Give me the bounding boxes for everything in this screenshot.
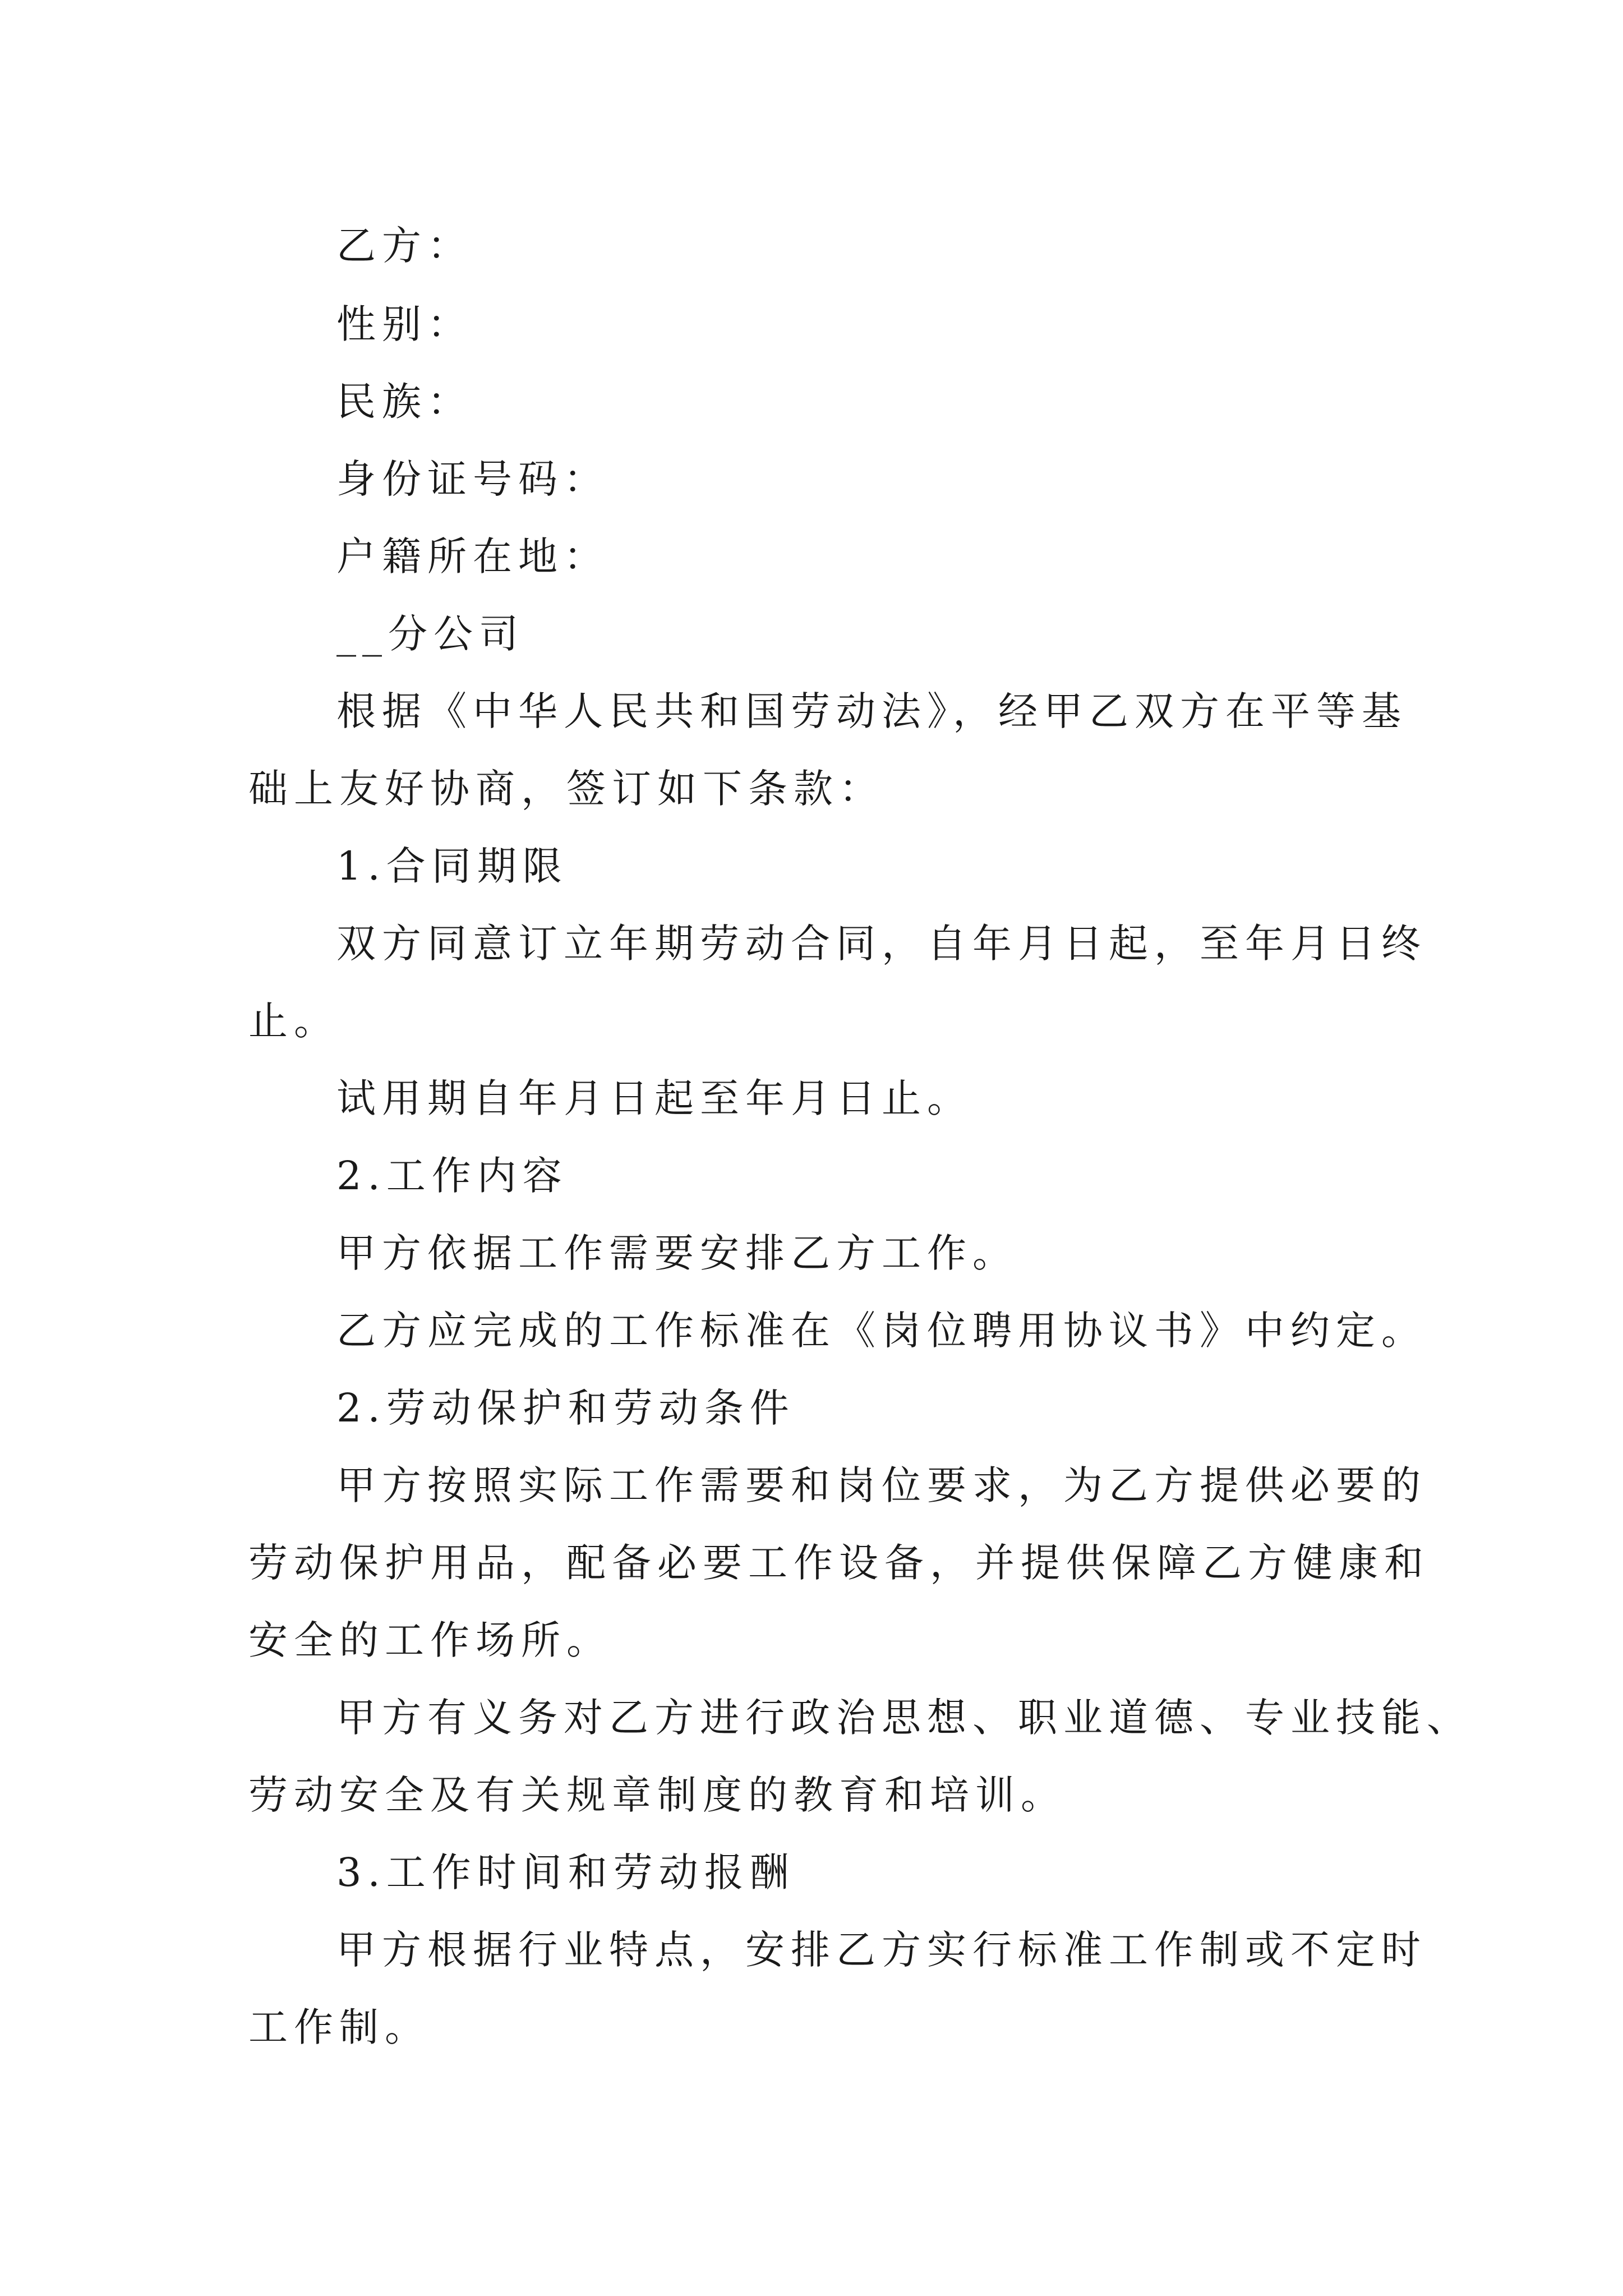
gender-label: 性别： xyxy=(336,301,473,347)
job-content-line-1: 甲方依据工作需要安排乙方工作。 xyxy=(336,1230,1018,1276)
contract-term-line-1: 双方同意订立年期劳动合同，自年月日起，至年月日终 xyxy=(336,921,1427,967)
ethnicity-label: 民族： xyxy=(336,379,473,425)
probation-period-line: 试用期自年月日起至年月日止。 xyxy=(336,1075,972,1121)
labor-protection-line-1: 甲方按照实际工作需要和岗位要求，为乙方提供必要的 xyxy=(336,1462,1427,1508)
training-line-1: 甲方有义务对乙方进行政治思想、职业道德、专业技能、 xyxy=(336,1695,1472,1741)
party-b-label: 乙方： xyxy=(336,223,473,269)
labor-protection-line-3: 安全的工作场所。 xyxy=(248,1617,612,1663)
section-heading-job-content: 2.工作内容 xyxy=(336,1153,568,1199)
labor-protection-line-2: 劳动保护用品，配备必要工作设备，并提供保障乙方健康和 xyxy=(248,1540,1430,1586)
preamble-line-2: 础上友好协商，签订如下条款： xyxy=(248,766,884,812)
working-hours-line-1: 甲方根据行业特点，安排乙方实行标准工作制或不定时 xyxy=(336,1927,1427,1973)
job-content-line-2: 乙方应完成的工作标准在《岗位聘用协议书》中约定。 xyxy=(336,1308,1427,1354)
section-heading-working-hours: 3.工作时间和劳动报酬 xyxy=(336,1849,795,1895)
training-line-2: 劳动安全及有关规章制度的教育和培训。 xyxy=(248,1772,1066,1818)
working-hours-line-2: 工作制。 xyxy=(248,2004,430,2050)
section-heading-labor-protection: 2.劳动保护和劳动条件 xyxy=(336,1385,795,1431)
id-number-label: 身份证号码： xyxy=(336,456,609,502)
household-registration-label: 户籍所在地： xyxy=(336,533,609,579)
contract-term-line-2: 止。 xyxy=(248,998,339,1044)
section-heading-contract-term: 1.合同期限 xyxy=(336,843,568,889)
preamble-line-1: 根据《中华人民共和国劳动法》，经甲乙双方在平等基 xyxy=(336,688,1407,734)
branch-company-label: __分公司 xyxy=(336,611,524,657)
